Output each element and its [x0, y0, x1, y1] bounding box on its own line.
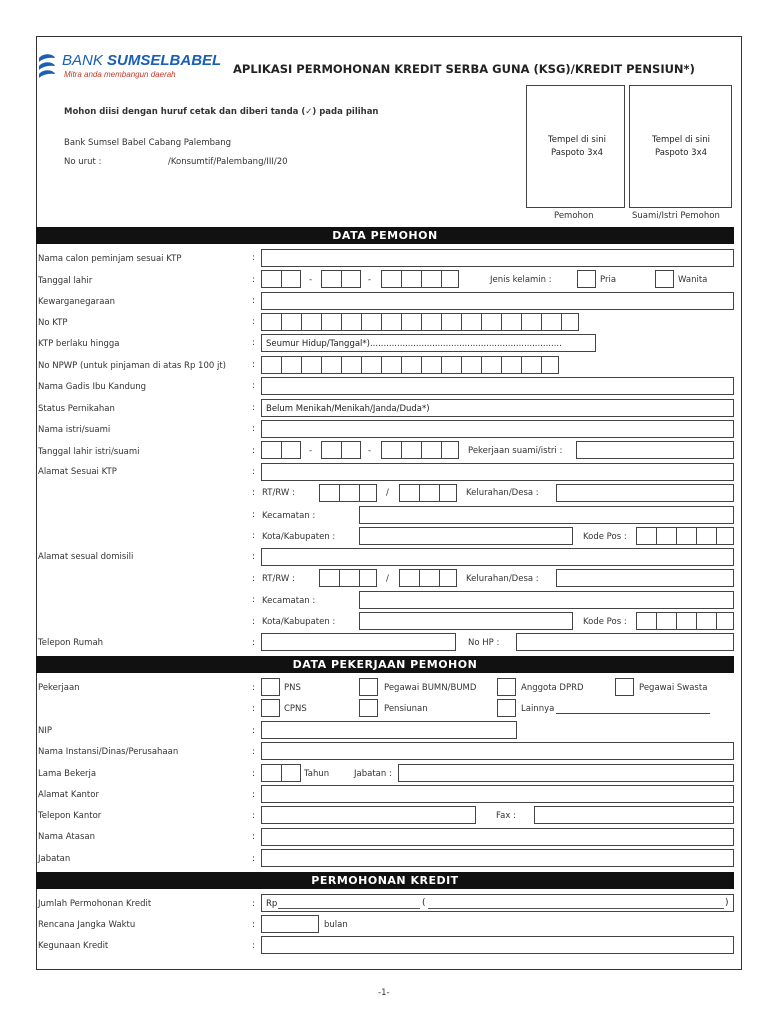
dob-month-input[interactable]: [321, 270, 361, 288]
label-kegunaan: Kegunaan Kredit: [38, 941, 109, 951]
opt-pns-checkbox[interactable]: [261, 678, 280, 696]
brand-name-b: SUMSELBABEL: [107, 52, 222, 69]
opt-pensiun-label: Pensiunan: [384, 704, 428, 714]
label-jangka: Rencana Jangka Waktu: [38, 920, 136, 930]
dob-day-input[interactable]: [261, 270, 301, 288]
bank-logo: [36, 50, 236, 84]
section-data-pemohon: DATA PEMOHON: [36, 227, 734, 244]
gender-male-label: Pria: [600, 275, 617, 285]
section-permohonan-kredit: PERMOHONAN KREDIT: [36, 872, 734, 889]
label-ktp: No KTP: [38, 318, 68, 328]
lama-input[interactable]: [261, 764, 301, 782]
label-name: Nama calon peminjam sesuai KTP: [38, 254, 182, 264]
instruction-text: Mohon diisi dengan huruf cetak dan diberi tanda (✓) pada pilihan: [64, 107, 379, 117]
address-ktp-input[interactable]: [261, 463, 734, 481]
opt-lain-checkbox[interactable]: [497, 699, 516, 717]
brand-tagline: Mitra anda membangun daerah: [64, 70, 176, 79]
ktp-input[interactable]: [261, 313, 579, 331]
opt-swasta-checkbox[interactable]: [615, 678, 634, 696]
label-address-dom: Alamat sesual domisili: [38, 552, 134, 562]
marital-input[interactable]: [261, 399, 734, 417]
kelurahan-label: Kelurahan/Desa :: [466, 574, 539, 584]
label-mother: Nama Gadis Ibu Kandung: [38, 382, 147, 392]
jumlah-input[interactable]: [261, 894, 734, 912]
label-instansi: Nama Instansi/Dinas/Perusahaan: [38, 747, 179, 757]
kelurahan-input[interactable]: [556, 484, 734, 502]
photo-label-spouse: Suami/Istri Pemohon: [632, 211, 720, 221]
phone-input[interactable]: [261, 633, 456, 651]
bulan-label: bulan: [324, 920, 348, 930]
rt-input[interactable]: [319, 569, 377, 587]
tahun-label: Tahun: [304, 769, 330, 779]
opt-swasta-label: Pegawai Swasta: [639, 683, 708, 693]
kota-label: Kota/Kabupaten :: [262, 532, 336, 542]
opt-cpns-label: CPNS: [284, 704, 307, 714]
spouse-dob-day-input[interactable]: [261, 441, 301, 459]
opt-bumn-checkbox[interactable]: [359, 678, 378, 696]
gender-male-checkbox[interactable]: [577, 270, 596, 288]
paren-close: ): [725, 898, 729, 908]
ktp-valid-input[interactable]: [261, 334, 596, 352]
rt-input[interactable]: [319, 484, 377, 502]
opt-bumn-label: Pegawai BUMN/BUMD: [384, 683, 477, 693]
label-marital: Status Pernikahan: [38, 404, 115, 414]
kecamatan-input[interactable]: [359, 591, 734, 609]
label-spouse: Nama istri/suami: [38, 425, 111, 435]
telp-kantor-input[interactable]: [261, 806, 476, 824]
terbilang-underline: [428, 908, 724, 909]
no-urut-value: /Konsumtif/Palembang/III/20: [168, 157, 288, 167]
spouse-dob-sep: -: [368, 446, 372, 456]
photo-box-text: Tempel di sini Paspoto 3x4: [652, 135, 710, 158]
kecamatan-input[interactable]: [359, 506, 734, 524]
jangka-input[interactable]: [261, 915, 319, 933]
jabatan-input[interactable]: [261, 849, 734, 867]
label-address-ktp: Alamat Sesuai KTP: [38, 467, 117, 477]
nip-input[interactable]: [261, 721, 517, 739]
paren-open: (: [422, 898, 426, 908]
label-npwp: No NPWP (untuk pinjaman di atas Rp 100 jt): [38, 361, 226, 371]
dob-sep: -: [368, 275, 372, 285]
label-lama: Lama Bekerja: [38, 769, 97, 779]
label-atasan: Nama Atasan: [38, 832, 95, 842]
section-data-pekerjaan: DATA PEKERJAAN PEMOHON: [36, 656, 734, 673]
gender-label: Jenis kelamin :: [490, 275, 552, 285]
no-urut-label: No urut :: [64, 157, 102, 167]
label-phone: Telepon Rumah: [38, 638, 104, 648]
dob-sep: -: [309, 275, 313, 285]
label-nationality: Kewarganegaraan: [38, 297, 116, 307]
jabatan-inline-label: Jabatan :: [354, 769, 392, 779]
rp-label: Rp: [266, 899, 278, 909]
opt-dprd-checkbox[interactable]: [497, 678, 516, 696]
photo-box-spouse[interactable]: [629, 85, 732, 208]
spouse-name-input[interactable]: [261, 420, 734, 438]
brand-name-a: BANK: [62, 52, 103, 69]
opt-pns-label: PNS: [284, 683, 301, 693]
hp-input[interactable]: [516, 633, 734, 651]
rw-input[interactable]: [399, 484, 457, 502]
rtrw-sep: /: [386, 574, 389, 584]
label-telp-kantor: Telepon Kantor: [38, 811, 102, 821]
opt-lain-line[interactable]: [556, 713, 710, 714]
opt-dprd-label: Anggota DPRD: [521, 683, 584, 693]
opt-pensiun-checkbox[interactable]: [359, 699, 378, 717]
label-nip: NIP: [38, 726, 52, 736]
address-dom-input[interactable]: [261, 548, 734, 566]
spouse-dob-sep: -: [309, 446, 313, 456]
kota-input[interactable]: [359, 612, 573, 630]
label-alamat-kantor: Alamat Kantor: [38, 790, 99, 800]
spouse-job-input[interactable]: [576, 441, 734, 459]
photo-box-text: Tempel di sini Paspoto 3x4: [548, 135, 606, 158]
fax-label: Fax :: [496, 811, 516, 821]
kodepos-label: Kode Pos :: [583, 617, 627, 627]
photo-box-applicant[interactable]: [526, 85, 625, 208]
kota-label: Kota/Kabupaten :: [262, 617, 336, 627]
jumlah-underline: [278, 908, 420, 909]
kodepos-input[interactable]: [636, 527, 734, 545]
opt-cpns-checkbox[interactable]: [261, 699, 280, 717]
spouse-job-label: Pekerjaan suami/istri :: [468, 446, 563, 456]
atasan-input[interactable]: [261, 828, 734, 846]
ktp-valid-value: Seumur Hidup/Tanggal*).......................................................................: [266, 339, 562, 349]
nationality-input[interactable]: [261, 292, 734, 310]
spouse-dob-year-input[interactable]: [381, 441, 459, 459]
kegunaan-input[interactable]: [261, 936, 734, 954]
alamat-kantor-input[interactable]: [261, 785, 734, 803]
instansi-input[interactable]: [261, 742, 734, 760]
kelurahan-input[interactable]: [556, 569, 734, 587]
kodepos-label: Kode Pos :: [583, 532, 627, 542]
kecamatan-label: Kecamatan :: [262, 596, 316, 606]
mother-name-input[interactable]: [261, 377, 734, 395]
label-jumlah: Jumlah Permohonan Kredit: [38, 899, 152, 909]
bank-logo-icon: [36, 52, 58, 84]
marital-value: Belum Menikah/Menikah/Janda/Duda*): [266, 404, 430, 414]
photo-label-applicant: Pemohon: [554, 211, 594, 221]
gender-female-checkbox[interactable]: [655, 270, 674, 288]
kodepos-input[interactable]: [636, 612, 734, 630]
kelurahan-label: Kelurahan/Desa :: [466, 488, 539, 498]
kota-input[interactable]: [359, 527, 573, 545]
branch-text: Bank Sumsel Babel Cabang Palembang: [64, 138, 232, 148]
fax-input[interactable]: [534, 806, 734, 824]
label-occupation: Pekerjaan: [38, 683, 80, 693]
jabatan-inline-input[interactable]: [398, 764, 734, 782]
rw-input[interactable]: [399, 569, 457, 587]
form-title: APLIKASI PERMOHONAN KREDIT SERBA GUNA (KSG)/KREDIT PENSIUN*): [233, 62, 695, 76]
opt-lain-label: Lainnya: [521, 704, 555, 714]
spouse-dob-month-input[interactable]: [321, 441, 361, 459]
label-ktp-valid: KTP berlaku hingga: [38, 339, 120, 349]
rtrw-label: RT/RW :: [262, 574, 295, 584]
page-number: -1-: [378, 988, 390, 998]
npwp-input[interactable]: [261, 356, 559, 374]
label-jabatan: Jabatan: [38, 854, 71, 864]
label-spouse-dob: Tanggal lahir istri/suami: [38, 447, 140, 457]
name-input[interactable]: [261, 249, 734, 267]
dob-year-input[interactable]: [381, 270, 459, 288]
rtrw-label: RT/RW :: [262, 488, 295, 498]
rtrw-sep: /: [386, 488, 389, 498]
label-dob: Tanggal lahir: [38, 276, 93, 286]
gender-female-label: Wanita: [678, 275, 708, 285]
kecamatan-label: Kecamatan :: [262, 511, 316, 521]
hp-label: No HP :: [468, 638, 500, 648]
